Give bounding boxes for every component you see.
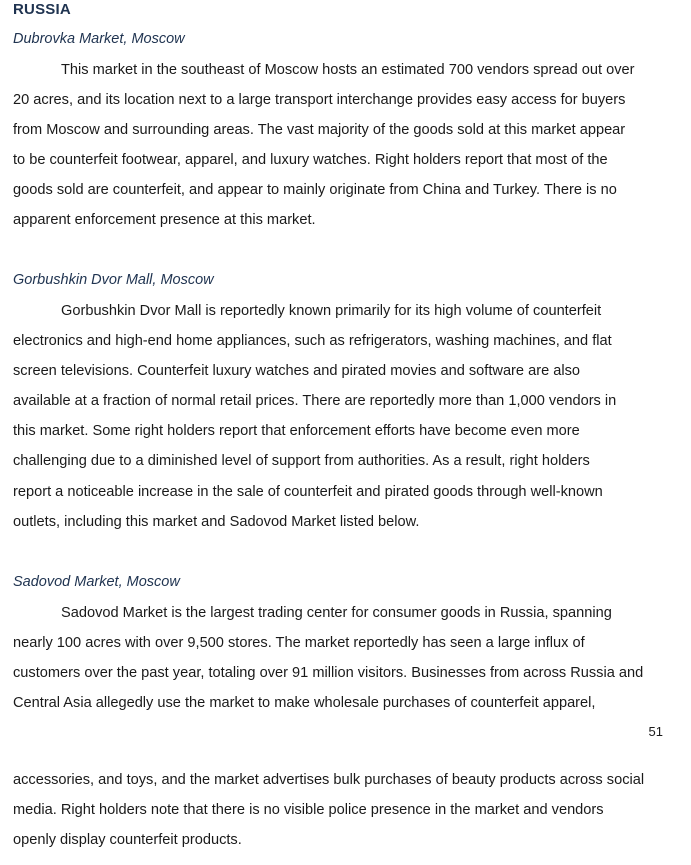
market-title-sadovod: Sadovod Market, Moscow [13,574,180,590]
text-line: challenging due to a diminished level of support from authorities. As a result, right holders [13,453,590,470]
text-line: nearly 100 acres with over 9,500 stores. The market reportedly has seen a large influx of [13,635,585,652]
market-description-sadovod [13,598,678,718]
text-line: report a noticeable increase in the sale of counterfeit and pirated goods through well-known [13,483,603,500]
text-line: outlets, including this market and Sadovod Market listed below. [13,513,420,530]
page-number: 51 [648,724,663,739]
text-line: This market in the southeast of Moscow hosts an estimated 700 vendors spread out over [61,62,635,78]
text-line: openly display counterfeit products. [13,832,242,849]
text-line: from Moscow and surrounding areas. The vast majority of the goods sold at this market appear [13,122,626,139]
text-line: accessories, and toys, and the market advertises bulk purchases of beauty products across social [13,772,645,788]
text-line: electronics and high-end home appliances, such as refrigerators, washing machines, and flat [13,333,612,350]
text-line: this market. Some right holders report that enforcement efforts have become even more [13,423,580,440]
market-title-gorbushkin: Gorbushkin Dvor Mall, Moscow [13,272,214,288]
market-description-gorbushkin [13,296,678,537]
market-description-sadovod-continued [13,765,678,855]
text-line: Gorbushkin Dvor Mall is reportedly known primarily for its high volume of counterfeit [61,303,602,319]
text-line: Sadovod Market is the largest trading center for consumer goods in Russia, spanning [61,605,612,621]
text-line: media. Right holders note that there is no visible police presence in the market and vendors [13,802,604,819]
text-line: goods sold are counterfeit, and appear to mainly originate from China and Turkey. There is no [13,182,617,199]
text-line: Central Asia allegedly use the market to make wholesale purchases of counterfeit apparel, [13,695,596,712]
text-line: available at a fraction of normal retail prices. There are reportedly more than 1,000 vendors in [13,393,617,410]
section-heading: RUSSIA [13,1,71,18]
market-title-dubrovka: Dubrovka Market, Moscow [13,31,185,47]
text-line: 20 acres, and its location next to a large transport interchange provides easy access for buyers [13,92,626,109]
text-line: customers over the past year, totaling over 91 million visitors. Businesses from across Russia and [13,665,644,682]
text-line: apparent enforcement presence at this market. [13,212,316,229]
market-description-dubrovka [13,55,678,236]
text-line: screen televisions. Counterfeit luxury watches and pirated movies and software are also [13,363,581,380]
text-line: to be counterfeit footwear, apparel, and luxury watches. Right holders report that most of the [13,152,608,169]
